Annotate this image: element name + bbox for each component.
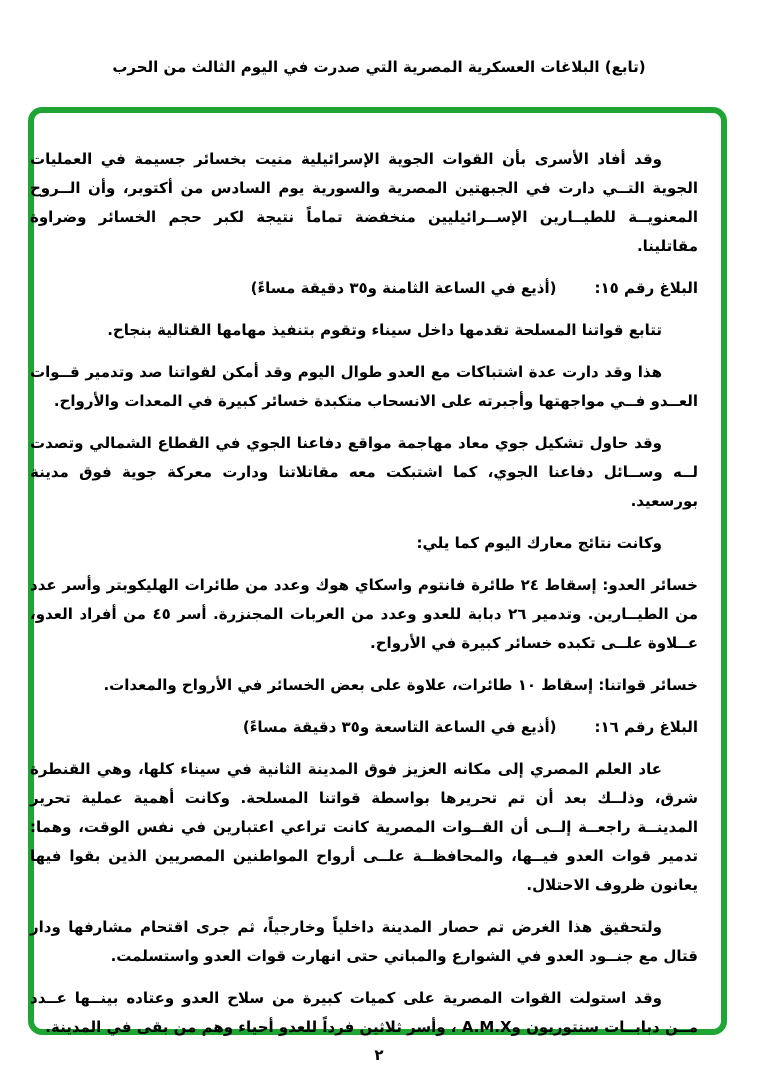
paragraph-forces-advance: تتابع قواتنا المسلحة تقدمها داخل سيناء وتقوم بتنفيذ مهامها القتالية بنجاح.	[107, 321, 662, 339]
bulletin-15-broadcast-time: (أذيع في الساعة الثامنة و٣٥ دقيقة مساءً)	[250, 279, 557, 297]
bulletin-16-heading	[30, 713, 698, 742]
paragraph-flag-returns: عاد العلم المصري إلى مكانه العزيز فوق المدينة الثانية في سيناء كلها، وهي القنطرة شرق، وذلــك بعد أن تم تحريرها بواسطة قواتنا المسلحة. وكانت أهمية عملية تحرير المدينــة راجعــة إلــى أن القــوات المصرية كانت تراعي اعتبارين في نفس الوقت، وهما: تدمير قوات العدو فيــها، والمحافظــة علــى أرواح المواطنين المصريين الذين بقوا فيها يعانون ظروف الاحتلال.	[30, 760, 698, 894]
document-body	[30, 145, 698, 1055]
page-number: ٢	[374, 1046, 384, 1064]
paragraph-pow-testimony: وقد أفاد الأسرى بأن القوات الجوية الإسرائيلية منيت بخسائر جسيمة في العمليات الجوية التــي دارت في الجبهتين المصرية والسورية يوم السادس من أكتوبر، وأن الــروح المعنويــة للطيــارين الإســرائيليين منخفضة تماماً نتيجة لكبر حجم الخسائر وضراوة مقاتلينا.	[30, 150, 698, 255]
bulletin-15-label: البلاغ رقم ١٥:	[594, 279, 698, 297]
bulletin-15-heading	[30, 274, 698, 303]
bulletin-16-broadcast-time: (أذيع في الساعة التاسعة و٣٥ دقيقة مساءً)	[242, 718, 557, 736]
paragraph-air-attack: وقد حاول تشكيل جوي معاد مهاجمة مواقع دفاعنا الجوي في القطاع الشمالي وتصدت لــه وســائل دفاعنا الجوي، كما اشتبكت معه مقاتلاتنا ودارت معركة جوية فوق مدينة بورسعيد.	[30, 434, 698, 510]
paragraph-our-losses: خسائر قواتنا: إسقاط ١٠ طائرات، علاوة على بعض الخسائر في الأرواح والمعدات.	[103, 676, 698, 694]
paragraph-results-heading: وكانت نتائج معارك اليوم كما يلي:	[416, 534, 662, 552]
paragraph-clashes: هذا وقد دارت عدة اشتباكات مع العدو طوال اليوم وقد أمكن لقواتنا صد وتدمير قــوات العــدو فــي مواجهتها وأجبرته على الانسحاب متكبدة خسائر كبيرة في المعدات والأرواح.	[30, 363, 698, 410]
paragraph-city-siege: ولتحقيق هذا الغرض تم حصار المدينة داخلياً وخارجياً، ثم جرى اقتحام مشارفها ودار قتال مع جنــود العدو في الشوارع والمباني حتى انهارت قوات العدو واستسلمت.	[30, 918, 698, 965]
document-title: (تابع) البلاغات العسكرية المصرية التي صدرت في اليوم الثالث من الحرب	[112, 58, 646, 76]
paragraph-captured-equipment: وقد استولت القوات المصرية على كميات كبيرة من سلاح العدو وعتاده بينــها عــدد مــن دبابــات سنتوريون وA.M.X ، وأسر ثلاثين فرداً للعدو أحياء وهم من بقى في المدينة.	[30, 989, 698, 1036]
bulletin-16-label: البلاغ رقم ١٦:	[594, 718, 698, 736]
paragraph-enemy-losses: خسائر العدو: إسقاط ٢٤ طائرة فانتوم واسكاي هوك وعدد من طائرات الهليكوبتر وأسر عدد من الطيــارين. وتدمير ٢٦ دبابة للعدو وعدد من العربات المجنزرة. أسر ٤٥ من أفراد العدو، عــلاوة علــى تكبده خسائر كبيرة في الأرواح.	[30, 576, 698, 652]
